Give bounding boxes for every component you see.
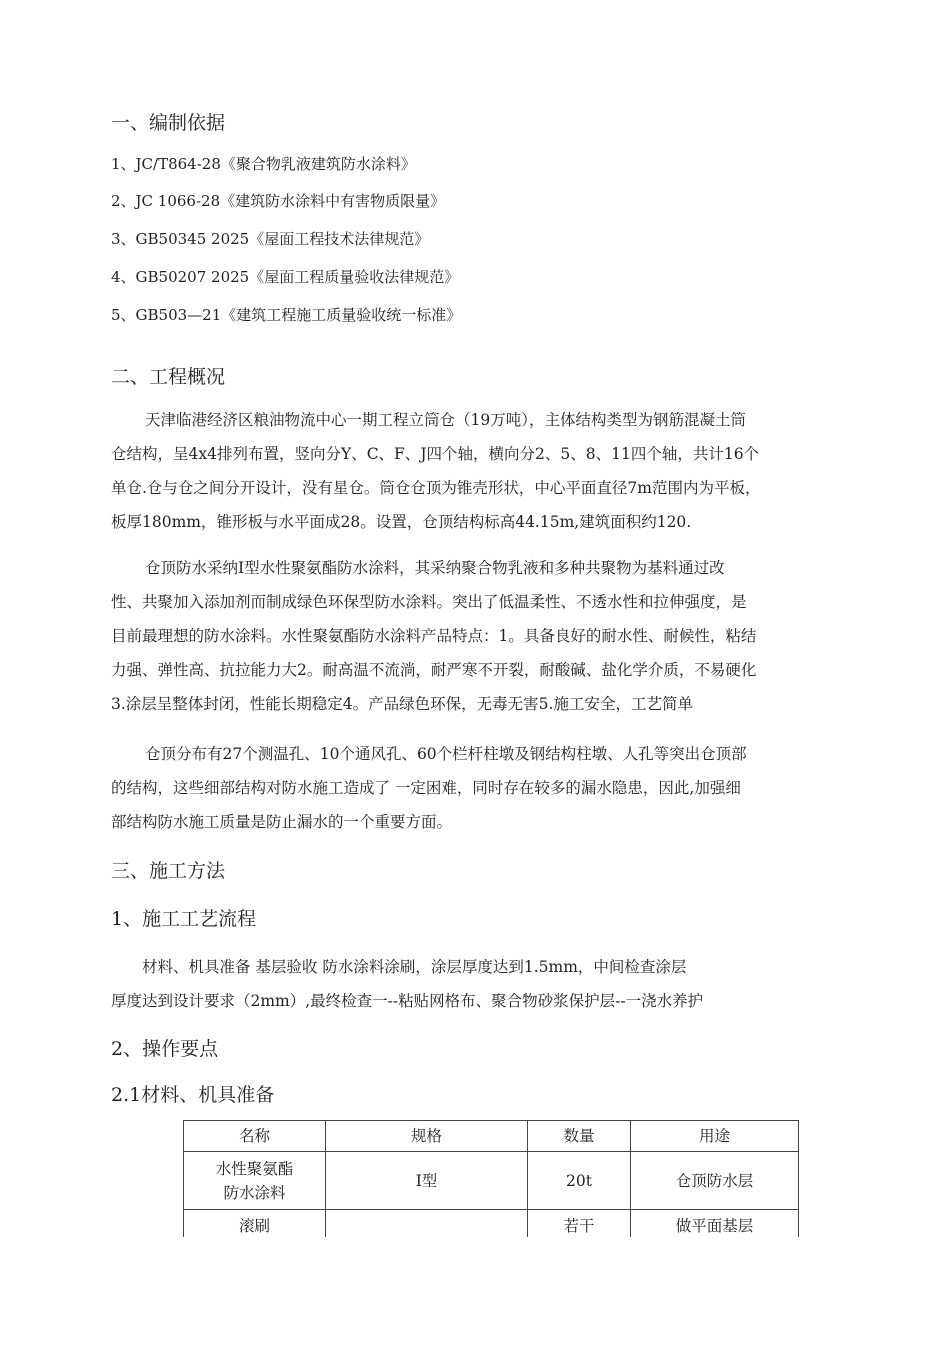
flow-line: 厚度达到设计要求（2mm）,最终检查一--粘贴网格布、聚合物砂浆保护层--一浇水养护 (111, 992, 704, 1010)
table-row (184, 1152, 799, 1210)
paragraph-line: 3.涂层呈整体封闭，性能长期稳定4。产品绿色环保，无毒无害5.施工安全，工艺简单 (111, 695, 693, 713)
process-flow-text (111, 950, 703, 1018)
paragraph-line: 仓顶分布有27个测温孔、10个通风孔、60个栏杆柱墩及钢结构柱墩、人孔等突出仓顶部 (145, 745, 747, 763)
paragraph-line: 单仓.仓与仓之间分开设计，没有星仓。筒仓仓顶为锥壳形状，中心平面直径7m范围内为平板， (111, 479, 761, 497)
reference-item: 1、JC/T864-28《聚合物乳液建筑防水涂料》 (111, 155, 416, 173)
column-header-quantity: 数量 (528, 1121, 631, 1152)
table-header-row (184, 1121, 799, 1152)
table-cell: 若干 (528, 1210, 631, 1256)
materials-table (183, 1120, 799, 1256)
paragraph-line: 部结构防水施工质量是防止漏水的一个重要方面。 (111, 813, 453, 831)
subheading-materials: 2.1材料、机具准备 (111, 1084, 275, 1106)
flow-line: 材料、机具准备 基层验收 防水涂料涂刷，涂层厚度达到1.5mm，中间检查涂层 (142, 958, 687, 976)
column-header-name: 名称 (184, 1121, 326, 1152)
page-bottom-area (0, 1237, 950, 1347)
table-cell: 水性聚氨酯 防水涂料 (184, 1152, 326, 1210)
reference-item: 4、GB50207 2025《屋面工程质量验收法律规范》 (111, 268, 460, 286)
subheading-key-points: 2、操作要点 (111, 1038, 219, 1060)
overview-paragraph-2 (111, 551, 871, 721)
reference-item: 2、JC 1066-28《建筑防水涂料中有害物质限量》 (111, 192, 446, 210)
table-cell: Ⅰ型 (326, 1152, 528, 1210)
reference-item: 5、GB503—21《建筑工程施工质量验收统一标准》 (111, 306, 462, 324)
paragraph-line: 力强、弹性高、抗拉能力大2。耐高温不流淌，耐严寒不开裂，耐酸碱、盐化学介质，不易硬化 (111, 661, 757, 679)
section-heading-method: 三、施工方法 (111, 860, 226, 882)
table-cell: 仓顶防水层 (631, 1152, 799, 1210)
overview-paragraph-1 (111, 403, 871, 539)
section-heading-overview: 二、工程概况 (111, 366, 226, 388)
column-header-spec: 规格 (326, 1121, 528, 1152)
table-cell: 20t (528, 1152, 631, 1210)
section-heading-basis: 一、编制依据 (111, 112, 226, 134)
paragraph-line: 目前最理想的防水涂料。水性聚氨酯防水涂料产品特点：1。具备良好的耐水性、耐候性，粘结 (111, 627, 757, 645)
overview-paragraph-3 (111, 737, 871, 839)
paragraph-line: 的结构，这些细部结构对防水施工造成了 一定困难，同时存在较多的漏水隐患，因此,加强细 (111, 779, 741, 797)
subheading-process-flow: 1、施工工艺流程 (111, 908, 257, 930)
column-header-purpose: 用途 (631, 1121, 799, 1152)
table-cell: 滚刷 (184, 1210, 326, 1256)
paragraph-line: 性、共聚加入添加剂而制成绿色环保型防水涂料。突出了低温柔性、不透水性和拉伸强度，是 (111, 593, 747, 611)
reference-item: 3、GB50345 2025《屋面工程技术法律规范》 (111, 230, 430, 248)
paragraph-line: 天津临港经济区粮油物流中心一期工程立筒仓（19万吨），主体结构类型为钢筋混凝土筒 (145, 411, 746, 429)
paragraph-line: 仓顶防水采纳Ⅰ型水性聚氨酯防水涂料，其采纳聚合物乳液和多种共聚物为基料通过改 (145, 559, 725, 577)
paragraph-line: 仓结构，呈4x4排列布置，竖向分Y、C、F、J四个轴，横向分2、5、8、11四个轴，共计16个 (111, 445, 760, 463)
paragraph-line: 板厚180mm，锥形板与水平面成28。设置，仓顶结构标高44.15m,建筑面积约120. (111, 513, 692, 531)
table-cell: 做平面基层 (631, 1210, 799, 1256)
